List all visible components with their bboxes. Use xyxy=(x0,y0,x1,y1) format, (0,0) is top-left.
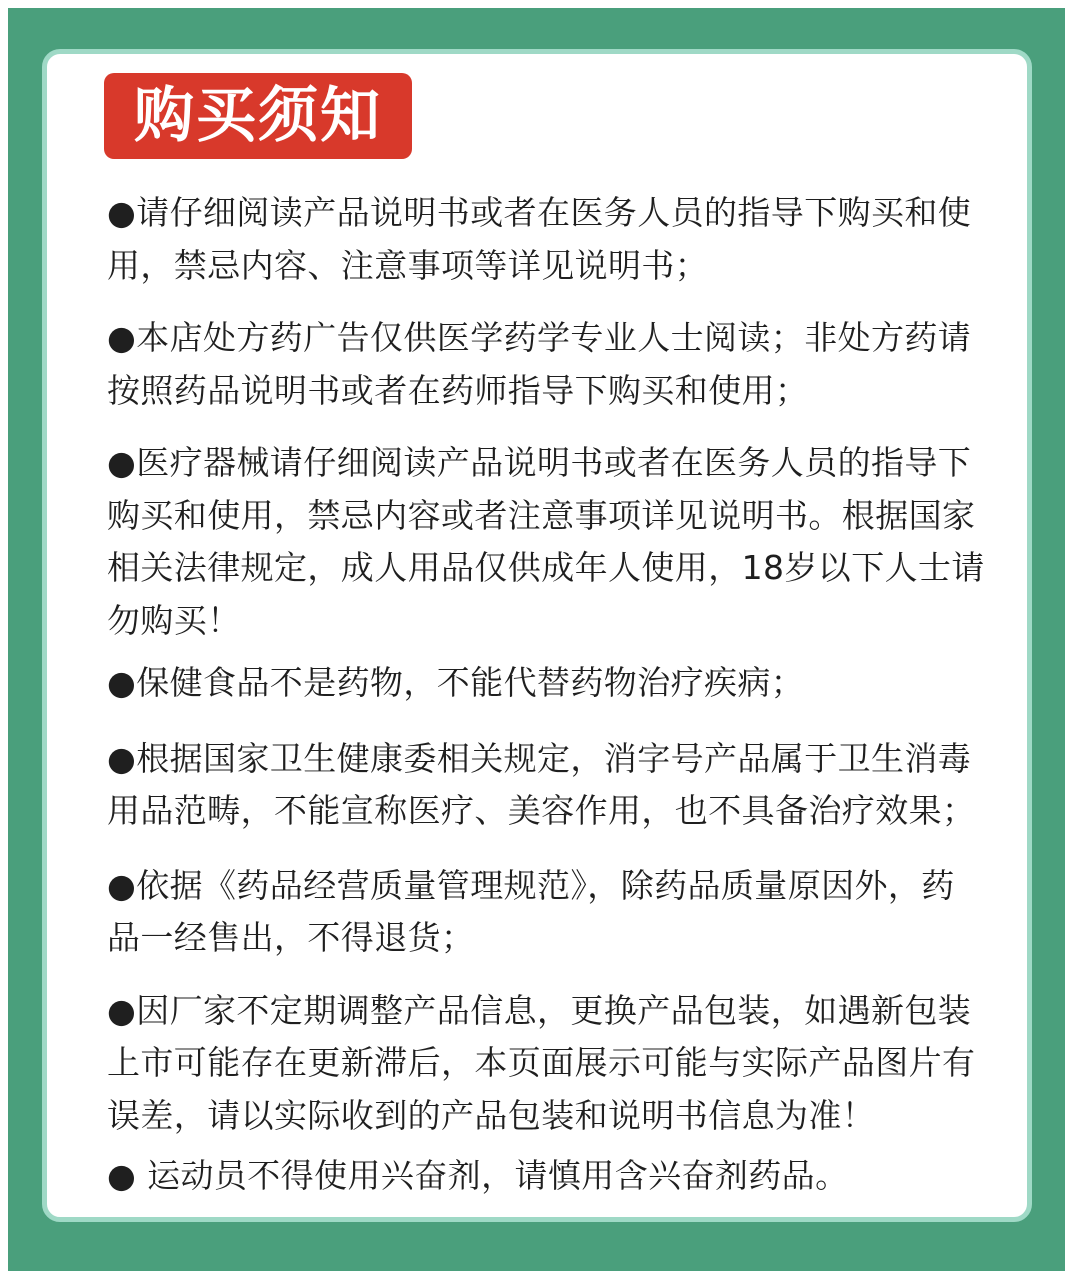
page-frame xyxy=(8,8,1065,1271)
notice-item: ●依据《药品经营质量管理规范》，除药品质量原因外，药品一经售出，不得退货； xyxy=(107,865,955,957)
notice-item: ● 运动员不得使用兴奋剂，请慎用含兴奋剂药品。 xyxy=(107,1156,849,1195)
notice-item: ●请仔细阅读产品说明书或者在医务人员的指导下购买和使用，禁忌内容、注意事项等详见说明书； xyxy=(107,193,972,285)
notice-title: 购买须知 xyxy=(104,73,412,159)
notice-item: ●因厂家不定期调整产品信息，更换产品包装，如遇新包装上市可能存在更新滞后，本页面展示可能与实际产品图片有误差，请以实际收到的产品包装和说明书信息为准！ xyxy=(107,990,976,1135)
notice-item: ●本店处方药广告仅供医学药学专业人士阅读；非处方药请按照药品说明书或者在药师指导下购买和使用； xyxy=(107,318,972,410)
purchase-notice-card xyxy=(42,49,1032,1222)
notice-list xyxy=(107,187,987,1203)
notice-item: ●医疗器械请仔细阅读产品说明书或者在医务人员的指导下购买和使用，禁忌内容或者注意事项详见说明书。根据国家相关法律规定，成人用品仅供成年人使用，18岁以下人士请勿购买！ xyxy=(107,443,985,640)
notice-item: ●保健食品不是药物，不能代替药物治疗疾病； xyxy=(107,663,805,702)
notice-item: ●根据国家卫生健康委相关规定，消字号产品属于卫生消毒用品范畴，不能宣称医疗、美容作用，也不具备治疗效果； xyxy=(107,738,976,830)
